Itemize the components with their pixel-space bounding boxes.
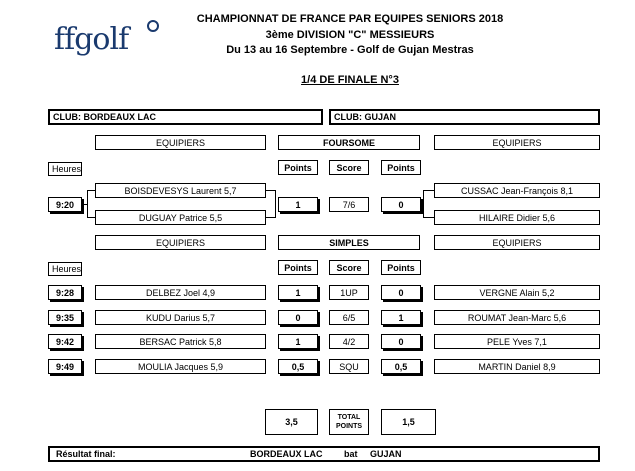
simple-left-player: DELBEZ Joel 4,9 (95, 285, 266, 300)
simple-left-points: 1 (278, 285, 318, 300)
foursome-right-points: 0 (381, 197, 421, 212)
simple-left-player: KUDU Darius 5,7 (95, 310, 266, 325)
simple-score: 6/5 (329, 310, 369, 325)
points-right-header-foursome: Points (381, 160, 421, 175)
simple-left-player: BERSAC Patrick 5,8 (95, 334, 266, 349)
total-points-label (329, 409, 369, 435)
dates-venue: Du 13 au 16 Septembre - Golf de Gujan Mestras (226, 44, 474, 56)
points-left-header-foursome: Points (278, 160, 318, 175)
equipiers-left-foursome: EQUIPIERS (95, 135, 266, 150)
simple-right-player: PELE Yves 7,1 (434, 334, 600, 349)
club-left: CLUB: BORDEAUX LAC (48, 109, 323, 125)
simple-score: 1UP (329, 285, 369, 300)
simple-left-player: MOULIA Jacques 5,9 (95, 359, 266, 374)
equipiers-right-foursome: EQUIPIERS (434, 135, 600, 150)
division-title: 3ème DIVISION "C" MESSIEURS (265, 29, 435, 41)
total-right: 1,5 (381, 409, 436, 435)
club-right: CLUB: GUJAN (329, 109, 600, 125)
total-label-line1: TOTAL (337, 414, 361, 421)
score-header-simples: Score (329, 260, 369, 275)
simple-left-points: 0 (278, 310, 318, 325)
simple-score: SQU (329, 359, 369, 374)
heures-label-simples: Heures (48, 262, 82, 276)
simple-time: 9:35 (48, 310, 82, 325)
foursome-score: 7/6 (329, 197, 369, 212)
points-left-header-simples: Points (278, 260, 318, 275)
foursome-left-player1: BOISDEVESYS Laurent 5,7 (95, 183, 266, 198)
foursome-title: FOURSOME (278, 135, 420, 150)
total-left: 3,5 (265, 409, 318, 435)
result-winner: BORDEAUX LAC (250, 449, 323, 459)
simple-right-points: 0 (381, 334, 421, 349)
heures-label-foursome: Heures (48, 162, 82, 176)
simples-title: SIMPLES (278, 235, 420, 250)
simple-right-player: ROUMAT Jean-Marc 5,6 (434, 310, 600, 325)
ffgolf-logo: ffgolf (54, 22, 129, 57)
foursome-time: 9:20 (48, 197, 82, 212)
simple-right-points: 0,5 (381, 359, 421, 374)
equipiers-right-simples: EQUIPIERS (434, 235, 600, 250)
simple-time: 9:28 (48, 285, 82, 300)
foursome-right-player2: HILAIRE Didier 5,6 (434, 210, 600, 225)
foursome-left-points: 1 (278, 197, 318, 212)
round-title: 1/4 DE FINALE N°3 (301, 74, 399, 86)
foursome-right-player1: CUSSAC Jean-François 8,1 (434, 183, 600, 198)
simple-left-points: 0,5 (278, 359, 318, 374)
simple-right-points: 1 (381, 310, 421, 325)
score-header-foursome: Score (329, 160, 369, 175)
simple-time: 9:49 (48, 359, 82, 374)
championship-title: CHAMPIONNAT DE FRANCE PAR EQUIPES SENIORS 2018 (196, 13, 504, 25)
simple-left-points: 1 (278, 334, 318, 349)
result-loser: GUJAN (370, 449, 402, 459)
equipiers-left-simples: EQUIPIERS (95, 235, 266, 250)
simple-time: 9:42 (48, 334, 82, 349)
result-bat: bat (344, 449, 358, 459)
points-right-header-simples: Points (381, 260, 421, 275)
total-label-line2: POINTS (335, 423, 363, 430)
simple-score: 4/2 (329, 334, 369, 349)
simple-right-player: VERGNE Alain 5,2 (434, 285, 600, 300)
simple-right-points: 0 (381, 285, 421, 300)
simple-right-player: MARTIN Daniel 8,9 (434, 359, 600, 374)
result-label: Résultat final: (56, 449, 116, 459)
foursome-left-player2: DUGUAY Patrice 5,5 (95, 210, 266, 225)
result-row (48, 446, 600, 462)
